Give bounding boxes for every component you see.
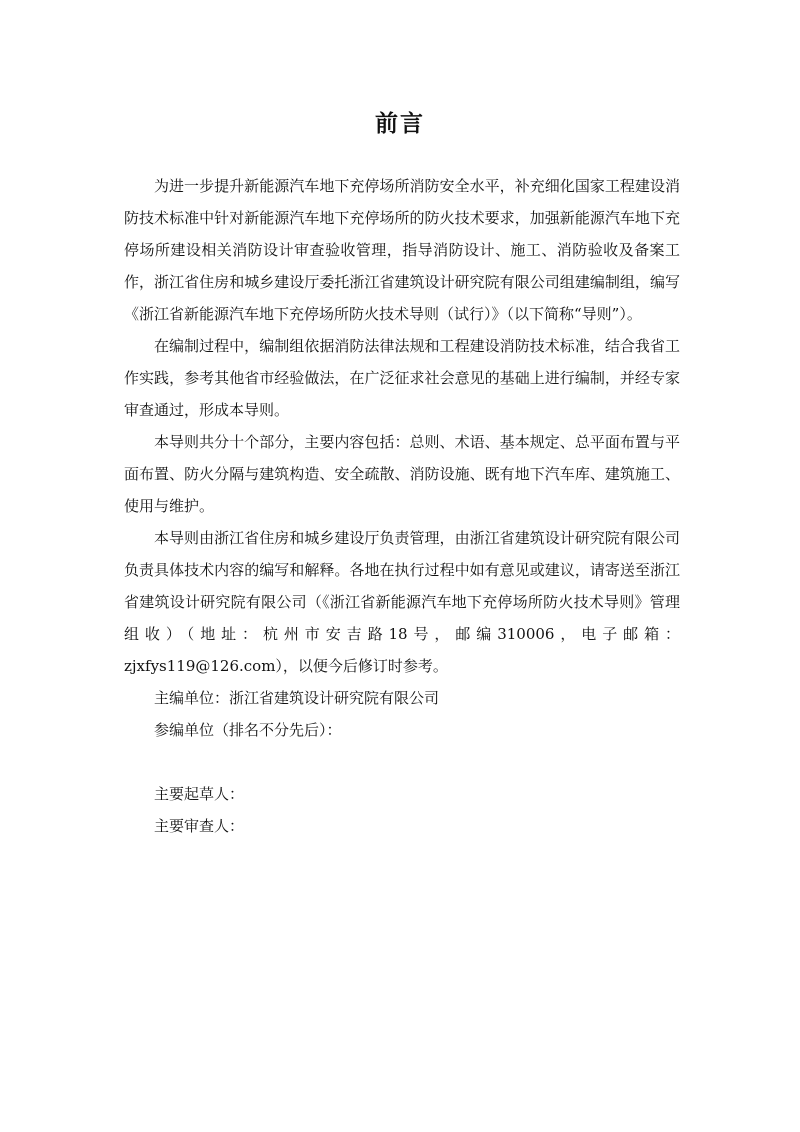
document-body — [124, 170, 680, 842]
paragraph-process: 在编制过程中，编制组依据消防法律法规和工程建设消防技术标准，结合我省工作实践，参考其他省市经验做法，在广泛征求社会意见的基础上进行编制，并经专家审查通过，形成本导则。 — [124, 337, 680, 419]
main-reviewers: 主要审查人： — [154, 817, 245, 835]
page-title: 前言 — [375, 110, 425, 137]
paragraph-purpose: 为进一步提升新能源汽车地下充停场所消防安全水平，补充细化国家工程建设消防技术标准中针对新能源汽车地下充停场所的防火技术要求，加强新能源汽车地下充停场所建设相关消防设计审查验收管理，指导消防设计、施工、消防验收及备案工作，浙江省住房和城乡建设厅委托浙江省建筑设计研究院有限公司组建编制组，编写《浙江省新能源汽车地下充停场所防火技术导则（试行）》（以下简称“导则”）。 — [124, 177, 680, 323]
participating-units: 参编单位（排名不分先后）： — [154, 721, 342, 739]
chief-unit: 主编单位：浙江省建筑设计研究院有限公司 — [154, 689, 440, 707]
paragraph-contents: 本导则共分十个部分，主要内容包括：总则、术语、基本规定、总平面布置与平面布置、防火分隔与建筑构造、安全疏散、消防设施、既有地下汽车库、建筑施工、使用与维护。 — [124, 433, 680, 515]
main-drafters: 主要起草人： — [154, 785, 245, 803]
spacer — [124, 746, 680, 778]
paragraph-management: 本导则由浙江省住房和城乡建设厅负责管理，由浙江省建筑设计研究院有限公司负责具体技术内容的编写和解释。各地在执行过程中如有意见或建议，请寄送至浙江省建筑设计研究院有限公司（《浙江省新能源汽车地下充停场所防火技术导则》管理组收）（地址：杭州市安吉路18号，邮编310006，电子邮箱：zjxfys119@126.com），以便今后修订时参考。 — [124, 529, 680, 675]
